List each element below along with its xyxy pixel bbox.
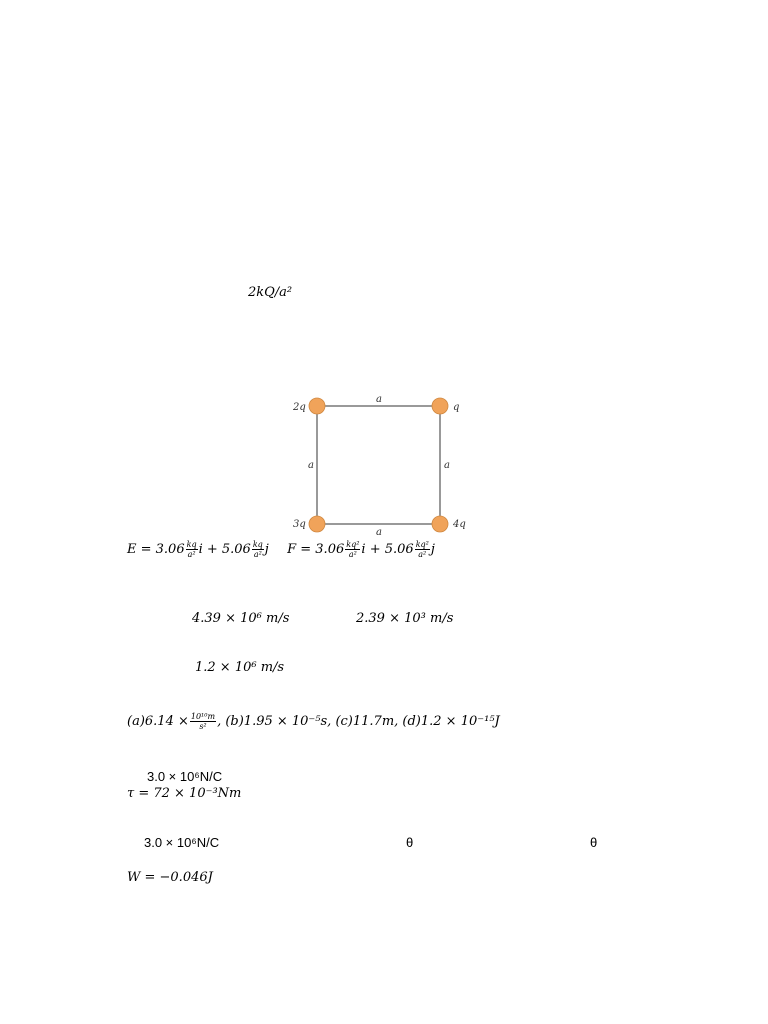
charge-q-ball — [432, 398, 448, 414]
answer-a-fraction — [190, 712, 216, 731]
square-sides — [317, 406, 440, 524]
e-mid: i + 5.06 — [198, 542, 251, 557]
e-fraction-2 — [252, 540, 264, 559]
speed-value-1: 4.39 × 10⁶ m/s — [192, 611, 290, 626]
electric-field-value-2: 3.0 × 10⁶N/C — [144, 835, 220, 850]
speed-value-2: 2.39 × 10³ m/s — [356, 611, 454, 626]
e-numerator-2: kq — [252, 540, 263, 549]
label-3q: 3q — [293, 519, 306, 530]
field-and-force-equation — [127, 538, 435, 562]
e-numerator: kq — [186, 540, 197, 549]
f-denominator-2: a² — [418, 550, 427, 559]
label-q: q — [453, 402, 460, 413]
charge-2q-ball — [309, 398, 325, 414]
f-suffix: j — [430, 542, 435, 557]
label-2q: 2q — [293, 402, 306, 413]
theta-symbol-1: θ — [406, 835, 414, 850]
answer-a-numerator: 10¹⁰m — [190, 712, 216, 721]
f-fraction — [345, 540, 360, 559]
electric-field-value-1: 3.0 × 10⁶N/C — [147, 769, 223, 784]
expression-2kq-over-a2: 2kQ/a² — [248, 285, 293, 300]
answer-a-denominator: s² — [199, 722, 207, 731]
f-numerator-2: kq² — [415, 540, 429, 549]
e-prefix: E = 3.06 — [127, 542, 185, 557]
charge-3q-ball — [309, 516, 325, 532]
label-side-left: a — [308, 460, 314, 471]
f-fraction-2 — [415, 540, 430, 559]
label-side-top: a — [376, 394, 382, 405]
charge-4q-ball — [432, 516, 448, 532]
e-denominator-2: a² — [253, 550, 262, 559]
label-side-right: a — [444, 460, 450, 471]
work-value: W = −0.046J — [127, 870, 213, 885]
speed-value-3: 1.2 × 10⁶ m/s — [195, 660, 285, 675]
e-suffix: j — [264, 542, 269, 557]
label-side-bottom: a — [376, 527, 382, 538]
label-4q: 4q — [453, 519, 466, 530]
e-fraction — [186, 540, 198, 559]
answers-rest: , (b)1.95 × 10⁻⁵s, (c)11.7m, (d)1.2 × 10⁻¹⁵J — [217, 714, 500, 729]
theta-symbol-2: θ — [590, 835, 598, 850]
torque-value: τ = 72 × 10⁻³Nm — [127, 786, 242, 801]
f-numerator: kq² — [346, 540, 360, 549]
square-charge-diagram — [286, 390, 476, 550]
answers-line — [127, 710, 500, 734]
f-prefix: F = 3.06 — [287, 542, 345, 557]
e-denominator: a² — [187, 550, 196, 559]
answer-a-prefix: (a)6.14 × — [127, 714, 189, 729]
f-mid: i + 5.06 — [361, 542, 414, 557]
f-denominator: a² — [348, 550, 357, 559]
